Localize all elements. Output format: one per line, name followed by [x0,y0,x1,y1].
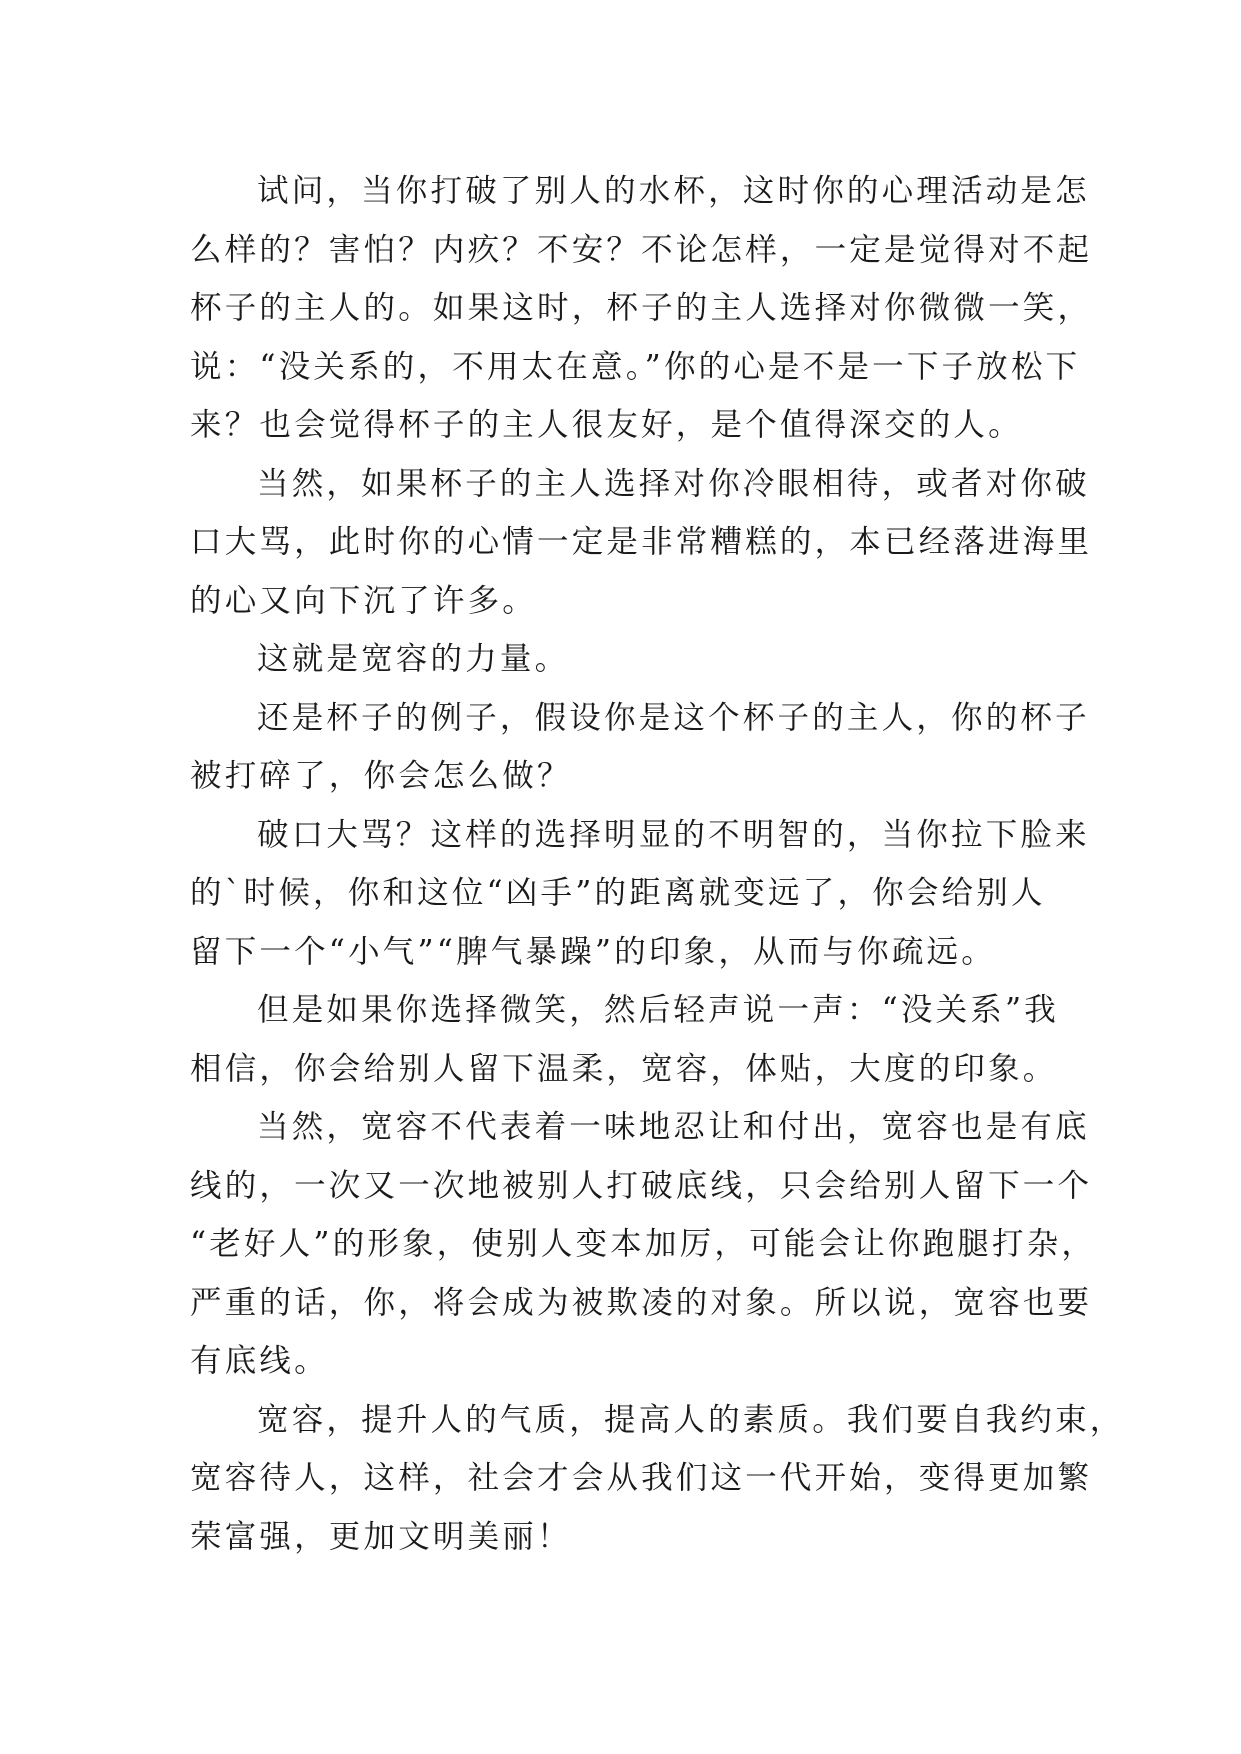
text-line: 么样的？害怕？内疚？不安？不论怎样，一定是觉得对不起 [190,231,1093,268]
paragraph [190,1098,1097,1391]
text-line: 宽容待人，这样，社会才会从我们这一代开始，变得更加繁 [190,1460,1093,1496]
paragraph [190,806,1090,982]
text-line: 当然，如果杯子的主人选择对你冷眼相待，或者对你破 [257,465,1090,502]
text-line: 这就是宽容的力量。 [257,641,570,677]
text-line: 杯子的主人的。如果这时，杯子的主人选择对你微微一笑， [190,290,1093,326]
text-line: 试问，当你打破了别人的水杯，这时你的心理活动是怎 [257,173,1090,209]
text-line: 但是如果你选择微笑，然后轻声说一声：“没关系”我 [257,992,1060,1028]
document-body [190,162,1125,1566]
text-line: 的`时候，你和这位“凶手”的距离就变远了，你会给别人 [190,875,1046,911]
text-line: 口大骂，此时你的心情一定是非常糟糕的，本已经落进海里 [190,524,1093,560]
paragraph [190,981,1060,1098]
paragraph [190,689,1090,806]
text-line: 被打碎了，你会怎么做？ [190,758,572,794]
paragraph [190,162,1093,455]
text-line: 相信，你会给别人留下温柔，宽容，体贴，大度的印象。 [190,1050,1058,1087]
text-line: 的心又向下沉了许多。 [190,582,538,619]
text-line: 说：“没关系的，不用太在意。”你的心是不是一下子放松下 [190,348,1081,385]
text-line: 当然，宽容不代表着一味地忍让和付出，宽容也是有底 [257,1109,1090,1145]
paragraph [190,630,1055,689]
text-line: “老好人”的形象，使别人变本加厉，可能会让你跑腿打杂， [190,1226,1097,1262]
text-line: 破口大骂？这样的选择明显的不明智的，当你拉下脸来 [257,816,1090,853]
text-line: 有底线。 [190,1343,329,1379]
text-line: 还是杯子的例子，假设你是这个杯子的主人，你的杯子 [257,699,1090,736]
text-line: 荣富强，更加文明美丽！ [190,1518,572,1555]
text-line: 线的，一次又一次地被别人打破底线，只会给别人留下一个 [190,1167,1093,1204]
text-line: 宽容，提升人的气质，提高人的素质。我们要自我约束， [257,1401,1125,1438]
text-line: 来？也会觉得杯子的主人很友好，是个值得深交的人。 [190,407,1023,443]
text-line: 严重的话，你，将会成为被欺凌的对象。所以说，宽容也要 [190,1284,1093,1321]
paragraph [190,1391,1125,1567]
text-line: 留下一个“小气”“脾气暴躁”的印象，从而与你疏远。 [190,933,996,970]
paragraph [190,455,1093,631]
